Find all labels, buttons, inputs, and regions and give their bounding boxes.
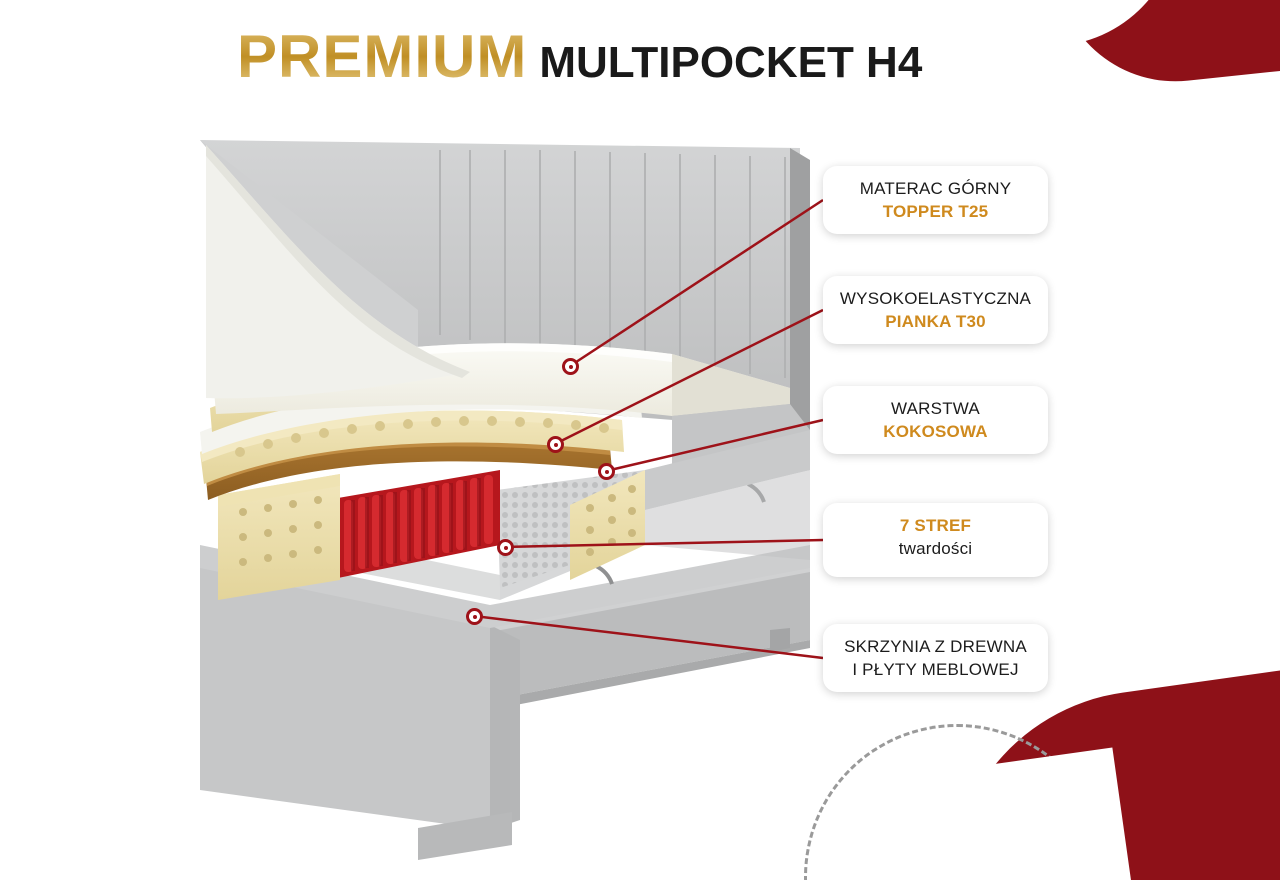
label-zones-line2: twardości [898, 538, 973, 558]
label-topper-line1: MATERAC GÓRNY [859, 179, 1012, 198]
marker-foam [547, 436, 564, 453]
label-foam [823, 276, 1048, 344]
label-topper-line2: TOPPER T25 [882, 201, 989, 221]
marker-zones [497, 539, 514, 556]
label-coconut [823, 386, 1048, 454]
label-coconut-line1: WARSTWA [891, 399, 980, 418]
marker-topper [562, 358, 579, 375]
label-box-construction [823, 624, 1048, 692]
label-foam-line2: PIANKA T30 [885, 311, 986, 331]
label-zones [823, 503, 1048, 577]
label-zones-line1: 7 STREF [899, 516, 972, 535]
title-secondary: MULTIPOCKET H4 [539, 38, 923, 87]
label-box-line2: I PŁYTY MEBLOWEJ [852, 659, 1019, 679]
title-primary: PREMIUM [237, 23, 528, 90]
label-topper [823, 166, 1048, 234]
label-foam-line1: WYSOKOELASTYCZNA [839, 289, 1032, 308]
label-box-line1: SKRZYNIA Z DREWNA [844, 637, 1027, 656]
marker-coconut [598, 463, 615, 480]
label-coconut-line2: KOKOSOWA [883, 421, 988, 441]
marker-box [466, 608, 483, 625]
